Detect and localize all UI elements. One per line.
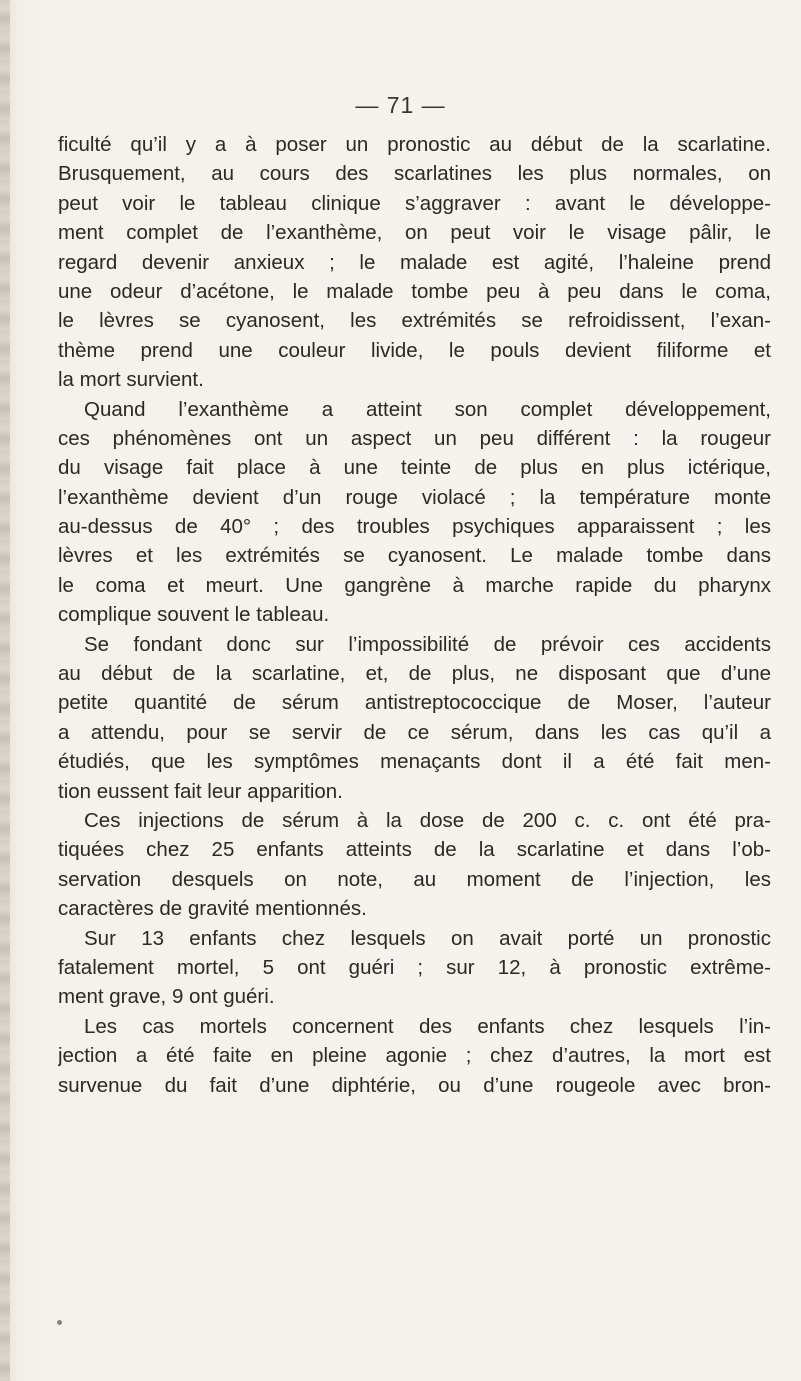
text-line: la mort survient. (58, 368, 204, 392)
text-line: caractères de gravité mentionnés. (58, 897, 367, 921)
text-line: étudiés, que les symptômes menaçants dont il a été fait men- (58, 750, 771, 774)
text-line: regard devenir anxieux ; le malade est agité, l’haleine prend (58, 250, 771, 274)
text-line: ces phénomènes ont un aspect un peu différent : la rougeur (58, 426, 771, 450)
text-line: petite quantité de sérum antistreptococcique de Moser, l’auteur (58, 691, 771, 715)
text-line: au-dessus de 40° ; des troubles psychiques apparaissent ; les (58, 515, 771, 539)
text-line: du visage fait place à une teinte de plus en plus ictérique, (58, 456, 771, 480)
body-text (58, 130, 771, 1100)
text-line: Sur 13 enfants chez lesquels on avait porté un pronostic (84, 926, 771, 950)
page-number: — 71 — (355, 92, 446, 118)
text-line: une odeur d’acétone, le malade tombe peu à peu dans le coma, (58, 279, 771, 303)
text-line: a attendu, pour se servir de ce sérum, dans les cas qu’il a (58, 720, 771, 744)
text-line: Brusquement, au cours des scarlatines les plus normales, on (58, 162, 771, 186)
text-line: l’exanthème devient d’un rouge violacé ; la température monte (58, 485, 771, 509)
text-line: survenue du fait d’une diphtérie, ou d’une rougeole avec bron- (58, 1073, 771, 1097)
text-line: au début de la scarlatine, et, de plus, ne disposant que d’une (58, 662, 771, 686)
text-line: ficulté qu’il y a à poser un pronostic au début de la scarlatine. (58, 133, 771, 156)
text-line: tiquées chez 25 enfants atteints de la scarlatine et dans l’ob- (58, 838, 771, 862)
text-line: ment grave, 9 ont guéri. (58, 985, 275, 1009)
text-line: le lèvres se cyanosent, les extrémités se refroidissent, l’exan- (58, 309, 771, 333)
page-binding-edge (0, 0, 10, 1381)
text-line: complique souvent le tableau. (58, 603, 330, 627)
paper-speck (57, 1320, 62, 1325)
text-line: le coma et meurt. Une gangrène à marche rapide du pharynx (58, 573, 771, 597)
text-line: peut voir le tableau clinique s’aggraver : avant le développe- (58, 191, 771, 215)
text-line: tion eussent fait leur apparition. (58, 779, 343, 803)
text-line: servation desquels on note, au moment de l’injection, les (58, 867, 771, 891)
text-line: Ces injections de sérum à la dose de 200 c. c. ont été pra- (84, 808, 771, 832)
text-line: lèvres et les extrémités se cyanosent. Le malade tombe dans (58, 544, 771, 568)
text-line: jection a été faite en pleine agonie ; chez d’autres, la mort est (58, 1044, 771, 1068)
text-line: Se fondant donc sur l’impossibilité de prévoir ces accidents (84, 632, 771, 656)
text-line: fatalement mortel, 5 ont guéri ; sur 12, à pronostic extrême- (58, 955, 771, 979)
text-line: Quand l’exanthème a atteint son complet développement, (84, 397, 771, 421)
text-line: ment complet de l’exanthème, on peut voir le visage pâlir, le (58, 221, 771, 245)
text-line: thème prend une couleur livide, le pouls devient filiforme et (58, 338, 771, 362)
text-line: Les cas mortels concernent des enfants chez lesquels l’in- (84, 1014, 771, 1038)
